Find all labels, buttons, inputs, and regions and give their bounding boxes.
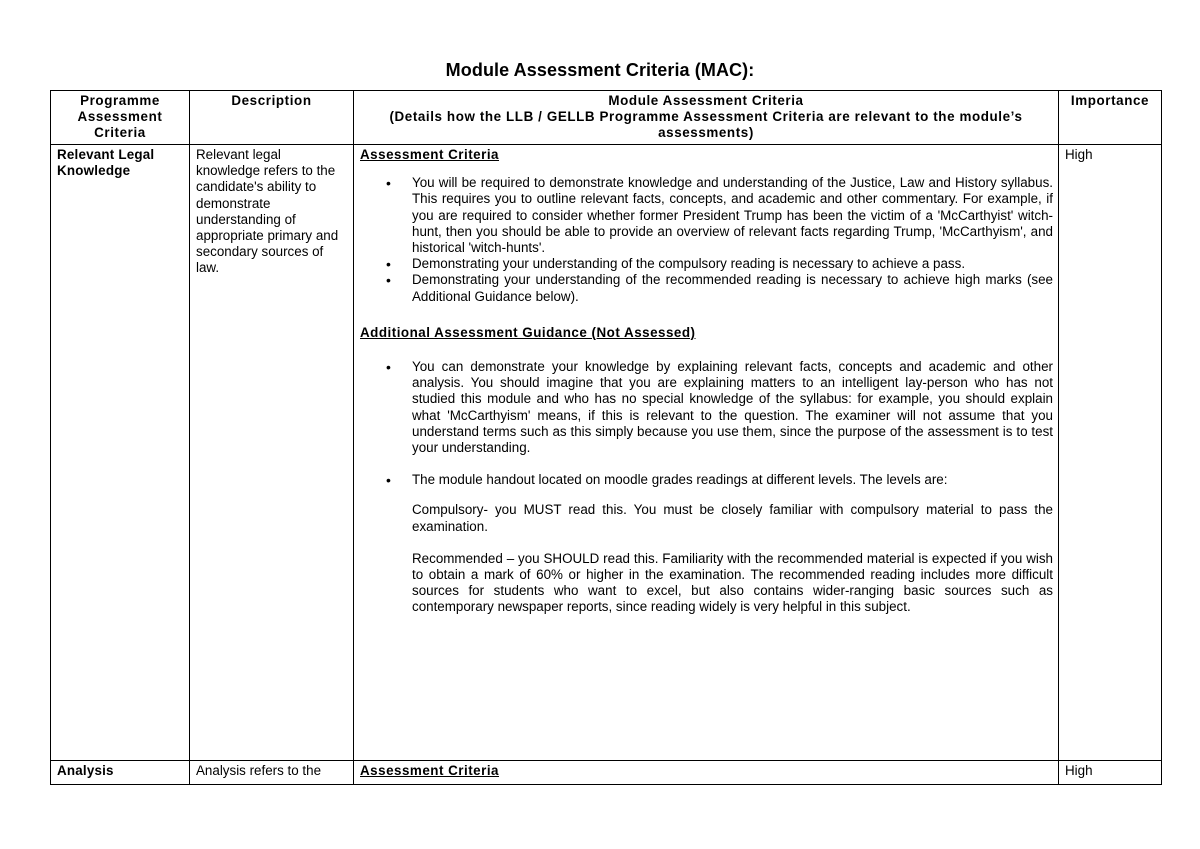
table-row	[51, 145, 1162, 761]
header-importance: Importance	[1059, 91, 1162, 145]
assessment-criteria-heading: Assessment Criteria	[360, 147, 500, 162]
list-item-text: • The module handout located on moodle grades readings at different levels. The levels are:	[412, 472, 948, 488]
criterion-description: Relevant legal knowledge refers to the candidate's ability to demonstrate understanding of appropriate primary and secondary sources of law.	[190, 145, 354, 761]
header-module-criteria-subtitle: (Details how the LLB / GELLB Programme Assessment Criteria are relevant to the module’s assessments)	[389, 109, 1023, 141]
list-item	[412, 472, 1053, 615]
assessment-criteria-heading: Assessment Criteria	[360, 763, 500, 778]
list-item: • You can demonstrate your knowledge by explaining relevant facts, concepts and academic and other analysis. You should imagine that you are explaining matters to an intelligent lay-person who has not studied this module and who has no special knowledge of the syllabus: for example, you should explain what 'McCarthyism' means, if this is relevant to the question. The examiner will not assume that you understand terms such as this simply because you use them, since the purpose of the assessment is to test your understanding.	[412, 359, 1053, 456]
assessment-criteria-table	[50, 90, 1162, 785]
page-title: Module Assessment Criteria (MAC):	[445, 60, 755, 80]
list-item: • You will be required to demonstrate knowledge and understanding of the Justice, Law and History syllabus. This requires you to outline relevant facts, concepts, and academic and other commentary. For example, if you are required to consider whether former President Trump has been the victim of a 'McCarthyist' witch-hunt, then you should be able to provide an overview of relevant facts regarding Trump, 'McCarthyism', and historical 'witch-hunts'.	[412, 175, 1053, 256]
additional-guidance-list	[360, 359, 1053, 616]
importance-value: High	[1059, 145, 1162, 761]
header-description: Description	[190, 91, 354, 145]
compulsory-level-text: Compulsory- you MUST read this. You must be closely familiar with compulsory material to pass the examination.	[412, 502, 1053, 534]
module-criteria-cell	[354, 145, 1059, 761]
additional-guidance-heading: Additional Assessment Guidance (Not Assessed)	[360, 324, 696, 340]
table-header-row	[51, 91, 1162, 145]
header-module-criteria-title: Module Assessment Criteria	[608, 93, 804, 108]
header-programme-criteria: Programme Assessment Criteria	[51, 91, 190, 145]
importance-value: High	[1059, 761, 1162, 785]
criterion-name: Relevant Legal Knowledge	[51, 145, 190, 761]
criterion-description: Analysis refers to the	[190, 761, 354, 785]
table-row	[51, 761, 1162, 785]
criterion-name: Analysis	[51, 761, 190, 785]
list-item: • Demonstrating your understanding of the compulsory reading is necessary to achieve a pass.	[412, 256, 1053, 272]
module-criteria-cell	[354, 761, 1059, 785]
recommended-level-text: Recommended – you SHOULD read this. Familiarity with the recommended material is expected if you wish to obtain a mark of 60% or higher in the examination. The recommended reading includes more difficult sources for students who want to excel, but also contains wider-ranging basic sources such as contemporary newspaper reports, since reading widely is very helpful in this subject.	[412, 550, 1053, 615]
header-module-criteria	[354, 91, 1059, 145]
list-item: • Demonstrating your understanding of the recommended reading is necessary to achieve high marks (see Additional Guidance below).	[412, 272, 1053, 304]
assessment-criteria-list	[360, 175, 1053, 305]
